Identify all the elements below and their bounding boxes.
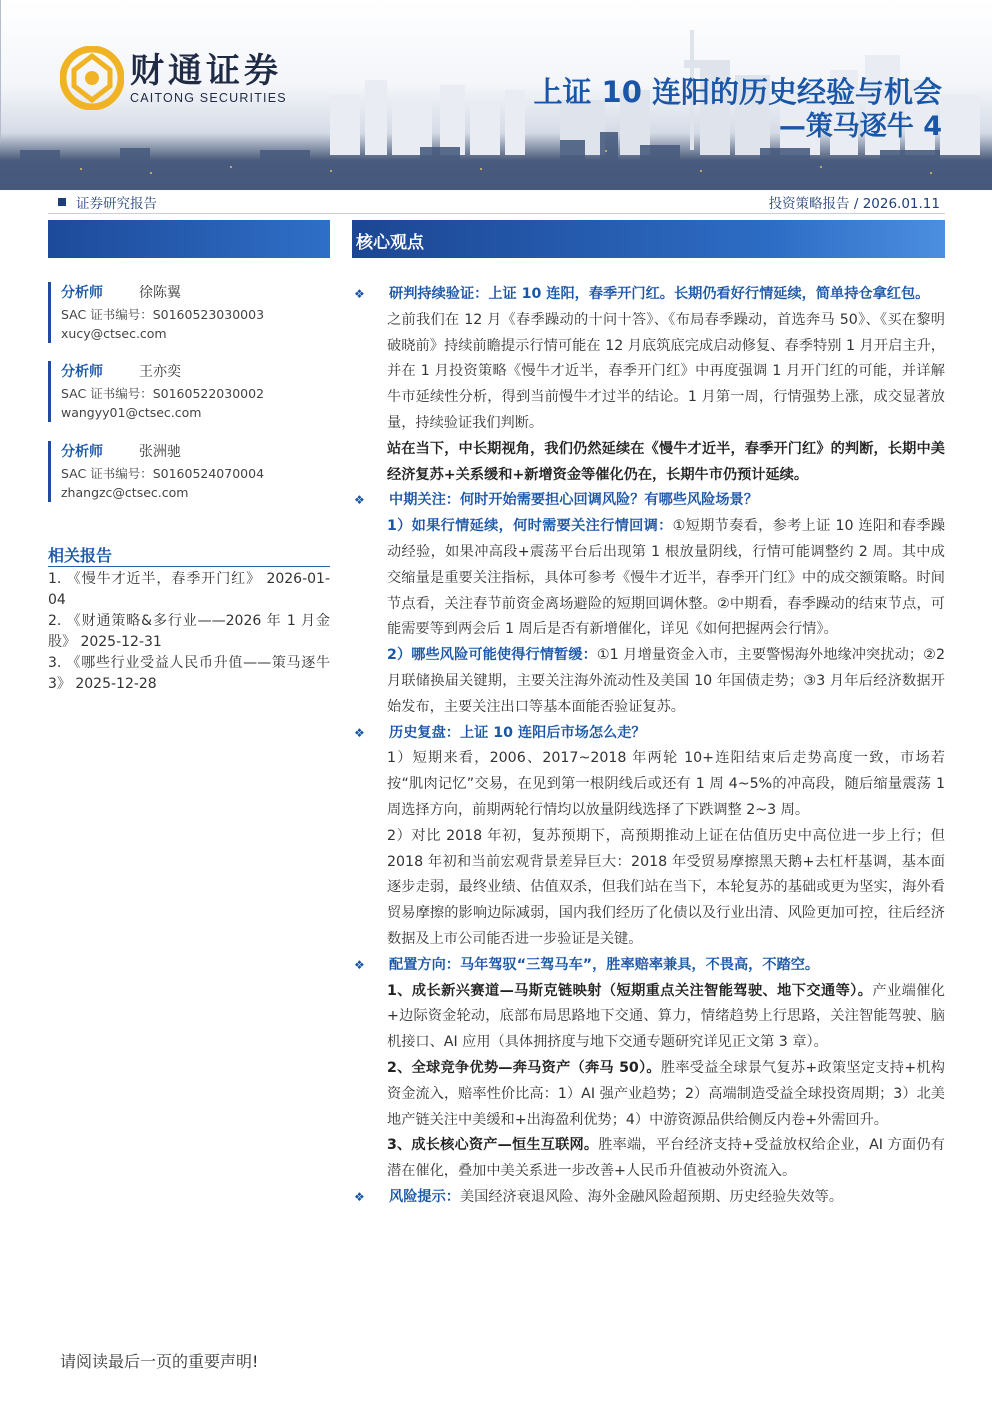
paragraph (387, 1133, 945, 1185)
analyst-name: 王亦奕 (139, 364, 181, 380)
bullet-section (352, 488, 945, 514)
core-view-banner (352, 220, 945, 258)
analyst-sac: SAC 证书编号：S0160522030002 (61, 386, 265, 401)
report-category-date: 投资策略报告 / 2026.01.11 (768, 196, 940, 212)
analyst-email[interactable]: xucy@ctsec.com (61, 326, 167, 341)
diamond-bullet-icon: ❖ (354, 1189, 365, 1204)
report-title: 上证 10 连阳的历史经验与机会 (533, 75, 942, 109)
paragraph-body: 胜率端，平台经济支持+受益放权给企业，AI 方面仍有潜在催化，叠加中美关系进一步改善+人民币升值被动外资流入。 (387, 1137, 945, 1180)
header-accent-line (0, 0, 10, 140)
caitong-logo-icon (60, 46, 124, 110)
diamond-bullet-icon: ❖ (354, 957, 365, 972)
paragraph (387, 514, 945, 643)
header-divider (48, 213, 945, 214)
diamond-bullet-icon: ❖ (354, 725, 365, 740)
paragraph-lead: 2）哪些风险可能使得行情暂缓： (387, 647, 597, 664)
square-bullet-icon (58, 198, 66, 206)
bullet-section (352, 721, 945, 747)
paragraph: 2）对比 2018 年初，复苏预期下，高预期推动上证在估值历史中高位进一步上行；但 2018 年初和当前宏观背景差异巨大：2018 年受贸易摩擦黑天鹅+去杠杆基调，基本面逐步走弱，最终业绩、估值双杀，但我们站在当下，本轮复苏的基础或更为坚实，海外看贸易摩擦的影响边际减弱，国内我们经历了化债以及行业出清、风险更加可控，往后经济数据及上市公司能否进一步验证是关键。 (387, 827, 945, 947)
paragraph-body: 美国经济衰退风险、海外金融风险超预期、历史经验失效等。 (459, 1188, 844, 1205)
paragraph-lead: 1）如果行情延续，何时需要关注行情回调： (387, 518, 673, 535)
paragraph-body: ①1 月增量资金入市，主要警惕海外地缘冲突扰动；②2 月联储换届关键期，主要关注海外流动性及美国 10 年国债走势；③3 月年后经济数据开始发布，主要关注出口等基本面能否验证复苏。 (387, 647, 945, 715)
report-type-label (58, 192, 157, 212)
paragraph: 之前我们在 12 月《春季躁动的十问十答》、《布局春季躁动，首选奔马 50》、《买在黎明破晓前》持续前瞻提示行情可能在 12 月底筑底完成启动修复、春季特别 1 月开启主升，并在 1 月投资策略《慢牛才近半，春季开门红》中再度强调 1 月开门红的可能，并详解牛市延续性分析，得到当前慢牛才过半的结论。1 月第一周，行情强势上涨，成交显著放量，持续验证我们判断。 (387, 311, 945, 431)
section-heading: 研判持续验证：上证 10 连阳，春季开门红。长期仍看好行情延续，简单持仓拿红包。 (389, 286, 930, 302)
paragraph-lead: 2、全球竞争优势—奔马资产（奔马 50）。 (387, 1059, 661, 1076)
bullet-section (352, 953, 945, 979)
paragraph-body: 产业端催化+边际资金轮动，底部布局思路地下交通、算力，情绪趋势上行思路，关注智能驾驶、脑机接口、AI 应用（具体拥挤度与地下交通专题研究详见正文第 3 章）。 (387, 982, 945, 1051)
paragraph (387, 979, 945, 1056)
paragraph-lead: 3、成长核心资产—恒生互联网。 (387, 1137, 599, 1154)
sidebar-banner (48, 220, 330, 258)
related-report-item[interactable]: 1. 《慢牛才近半，春季开门红》 2026-01-04 (48, 571, 330, 608)
analyst-email[interactable]: wangyy01@ctsec.com (61, 405, 202, 420)
analyst-card (48, 282, 343, 343)
diamond-bullet-icon: ❖ (354, 493, 365, 508)
paragraph (387, 1056, 945, 1133)
analyst-role: 分析师 (61, 444, 103, 460)
bullet-section (352, 1185, 945, 1211)
related-report-item[interactable]: 3. 《哪些行业受益人民币升值——策马逐牛 3》 2025-12-28 (48, 655, 330, 692)
analyst-name: 徐陈翼 (139, 285, 181, 301)
related-report-item[interactable]: 2. 《财通策略&多行业——2026 年 1 月金股》 2025-12-31 (48, 613, 330, 650)
paragraph-body: ①短期节奏看，参考上证 10 连阳和春季躁动经验，如果冲高段+震荡平台后出现第 1 根放量阴线，行情可能调整约 2 周。其中成交缩量是重要关注指标，具体可参考《慢牛才近半，春季开门红》中的成交额策略。时间节点看，关注春节前资金离场避险的短期回调休整。②中期看，春季躁动的结束节点，可能需要等到两会后 1 周后是否有新增催化，详见《如何把握两会行情》。 (387, 518, 946, 638)
paragraph-body: 胜率受益全球景气复苏+政策坚定支持+机构资金流入，赔率性价比高：1）AI 强产业趋势；2）高端制造受益全球投资周期；3）北美地产链关注中美缓和+出海盈利优势；4）中游资源品供给侧反内卷+外需回升。 (387, 1059, 945, 1128)
section-heading: 风险提示： (389, 1188, 460, 1205)
section-heading: 配置方向：马年驾驭“三驾马车”，胜率赔率兼具，不畏高，不踏空。 (389, 956, 820, 973)
core-view-title: 核心观点 (356, 233, 424, 253)
diamond-bullet-icon: ❖ (354, 287, 365, 301)
related-reports-divider (48, 566, 330, 567)
analyst-name: 张洲驰 (139, 444, 181, 460)
analyst-card (48, 361, 343, 422)
section-heading: 中期关注：何时开始需要担心回调风险？有哪些风险场景？ (389, 492, 758, 509)
analyst-sac: SAC 证书编号：S0160524070004 (61, 466, 265, 481)
related-reports-title: 相关报告 (48, 546, 113, 565)
analyst-card (48, 441, 343, 502)
section-heading: 历史复盘：上证 10 连阳后市场怎么走？ (389, 724, 646, 741)
paragraph: 站在当下，中长期视角，我们仍然延续在《慢牛才近半，春季开门红》的判断，长期中美经济复苏+关系缓和+新增资金等催化仍在，长期牛市仍预计延续。 (387, 440, 945, 483)
paragraph (387, 643, 945, 720)
logo-english-text: CAITONG SECURITIES (130, 91, 287, 105)
paragraph: 1）短期来看，2006、2017~2018 年两轮 10+连阳结束后走势高度一致，市场若按“肌肉记忆”交易，在见到第一根阴线后或还有 1 周 4~5%的冲高段，随后缩量震荡 1 周选择方向，前期两轮行情均以放量阴线选择了下跌调整 2~3 周。 (387, 750, 945, 818)
analyst-role: 分析师 (61, 285, 103, 301)
analyst-role: 分析师 (61, 364, 103, 380)
paragraph-lead: 1、成长新兴赛道—马斯克链映射（短期重点关注智能驾驶、地下交通等）。 (387, 982, 873, 999)
report-subtitle: —策马逐牛 4 (778, 111, 942, 142)
analyst-sac: SAC 证书编号：S0160523030003 (61, 307, 265, 322)
related-reports-list (48, 569, 330, 695)
risk-text (389, 1185, 945, 1211)
analyst-email[interactable]: zhangzc@ctsec.com (61, 485, 189, 500)
report-type-text: 证券研究报告 (76, 196, 157, 212)
bullet-section (352, 282, 945, 308)
core-view-content (352, 282, 945, 1211)
company-logo (60, 46, 287, 110)
logo-chinese-text: 财通证券 (130, 51, 282, 91)
report-header (0, 0, 992, 190)
footer-disclaimer-note: 请阅读最后一页的重要声明! (60, 1352, 259, 1371)
